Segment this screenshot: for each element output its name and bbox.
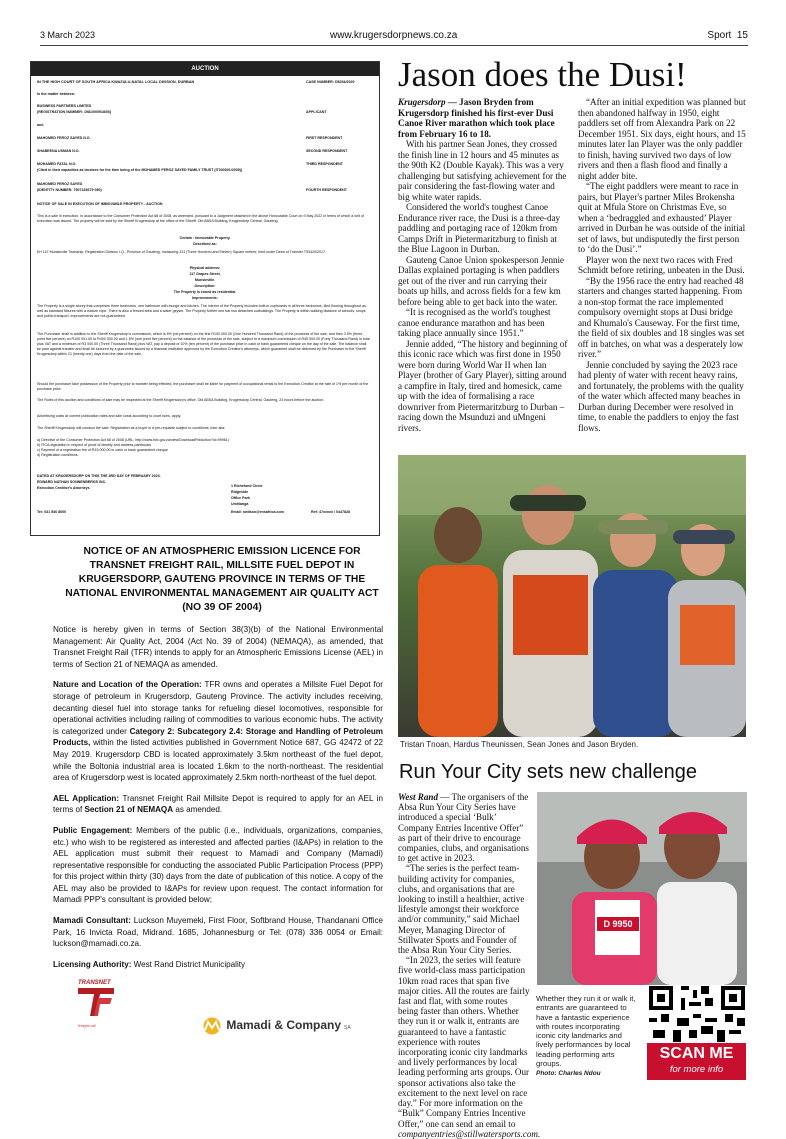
qr-code-icon[interactable] bbox=[649, 986, 745, 1042]
respondent-3: MOHAMED FATAL N.O. bbox=[37, 162, 77, 166]
respondent-2-role: SECOND RESPONDENT bbox=[306, 149, 348, 153]
ryc-para-2: “The series is the perfect team-building activity for companies, clubs, and organisations that are looking to instill a healthier, active lifestyle amongst their workforce and/or community,” said Michael Meyer, Managing Director of Stillwater Sports and Founder of the Absa Run Your City Series. bbox=[398, 863, 525, 956]
physical-line-1: 117 Grapes Street, bbox=[189, 272, 221, 276]
jason-para-2: With his partner Sean Jones, they crossed the finish line in 12 hours and 45 minutes as the 90th K2 (Double Kayak). This was a very challenging but satisfying achievement for the pair considering the fast-flowing water and big white water rapids. bbox=[398, 139, 567, 202]
runners-caption: Whether they run it or walk it, entrants are guaranteed to have a fantastic experience with routes incorporating iconic city landmarks and lively performances by local leading performing arts groups. Photo: Charles Ndou bbox=[536, 994, 636, 1078]
attorney-ref: Ref: 47xxxxx / 0447828 bbox=[311, 510, 350, 514]
address-line-2: Ridgeside bbox=[231, 490, 249, 494]
respondent-4-role: FOURTH RESPONDENT bbox=[306, 188, 347, 192]
jason-column-2 bbox=[578, 97, 746, 433]
respondent-1-role: FIRST RESPONDENT bbox=[306, 136, 343, 140]
scan-me-sublabel: for more info bbox=[669, 1064, 724, 1075]
header-rule bbox=[40, 45, 748, 46]
notice-para-6: Licensing Authority: West Rand District Municipality bbox=[53, 959, 246, 969]
runners-photo bbox=[537, 792, 747, 985]
notice-title: NOTICE OF AN ATMOSPHERIC EMISSION LICENCE FOR TRANSNET FREIGHT RAIL, MILLSITE FUEL DEPOT IN KRUGERSDORP, GAUTENG PROVINCE IN TERMS OF THE NATIONAL ENVIRONMENTAL MANAGEMENT AIR QUALITY ACT (NO 39 OF 2004) bbox=[65, 546, 379, 613]
scan-me-label: SCAN ME bbox=[659, 1045, 734, 1062]
paddlers-caption: Tristan Tnoan, Hardus Theunissen, Sean Jones and Jason Bryden. bbox=[400, 740, 639, 749]
address-line-3: Office Park bbox=[231, 496, 250, 500]
jason-para-5: “It is recognised as the world's toughest canoe endurance marathon and has been taking place annually since 1951.” bbox=[398, 307, 551, 338]
respondent-4-id: (IDENTITY NUMBER: 7907165679 080) bbox=[37, 188, 102, 192]
auction-para-2: Erf 147 Munsieville Township, Registration Division I.Q., Province of Gauteng, measuring 311 (Three Hundred and Eleven) Square metres; held under Deed of Transfer T53420/2017. bbox=[37, 250, 327, 254]
described-line: Described as: bbox=[193, 242, 217, 246]
address-line-1: 1 Richefond Circle bbox=[231, 484, 263, 488]
notice-para-5: Mamadi Consultant: Luckson Muyemeki, First Floor, Softbrand House, Thandanani Office Park, 16 Invicta Road, Midrand. 1685, Johannesburg or Tel: (078) 336 0054 or Email: luckson@mamadi.co.za. bbox=[53, 916, 383, 949]
jason-column-1 bbox=[398, 97, 568, 433]
plaintiff-reg: (REGISTRATION NUMBER: 1981/000918/06) bbox=[37, 110, 112, 114]
jason-para-11: Jennie concluded by saying the 2023 race had plenty of water with recent heavy rains, and fortunately, the problems with the quality of the water which affected many beaches in Durban during December were resolved in time, to enable the paddlers to enjoy the fast flows. bbox=[578, 359, 744, 433]
improvements-title: Improvements: bbox=[192, 296, 218, 300]
attorney-role: Execution Creditor's Attorneys bbox=[37, 486, 90, 490]
section-label: Sport 15 bbox=[707, 30, 748, 41]
jason-para-7: “After an initial expedition was planned but then abandoned halfway in 1950, eight paddlers set off from Alexandra Park on 22 December 1951. Six days, eight hours, and 15 minutes later Ian Player was the only paddler to finish, having survived two days of low rivers and then a flash flood and finally a night adder bite. bbox=[578, 97, 746, 181]
jason-para-6: Jennie added, “The history and beginning of this iconic race which was first done in 1950 were born during World War II when Ian Player (brother of Gary Player), sitting around a campfire in Italy, tired and homesick, came up with the idea of formalising a race downriver from Pietermaritzburg to Durban – racing down the Msunduzi and uMngeni rivers. bbox=[398, 338, 568, 433]
attorney-firm: EDWARD NATHAN SONNENBERGS INC. bbox=[37, 480, 107, 484]
description-line: The Property is zoned as residential. bbox=[173, 290, 237, 294]
plaintiff: BUSINESS PARTNERS LIMITED bbox=[37, 104, 92, 108]
page-header bbox=[40, 30, 748, 44]
mamadi-mark-icon bbox=[201, 1017, 223, 1035]
notice-para-3: AEL Application: Transnet Freight Rail Millsite Depot is required to apply for an AEL in terms of Section 21 of NEMAQA as amended. bbox=[53, 793, 383, 815]
auction-para-9: a) Directive of the Consumer Protection Act 68 of 2008 (URL: http://www.info.gov.za/view/DownloadFileAction?id=99961) b) FICA-legislation in respect of proof of identity and address particulars c) Payment of a registration fee of R15 000.00 in cash or bank guaranteed cheque d) Registration conditions. bbox=[37, 438, 229, 457]
ryc-lead: West Rand — The organisers of the Absa Run Your City Series have introduced a special ‘Bulk’ Company Entries Incentive Offer” as part of their drive to encourage companies, clubs, and organisations to get active in 2023. bbox=[398, 792, 529, 864]
jason-para-4: Gauteng Canoe Union spokesperson Jennie Dallas explained portaging is when paddlers get out of the river and run carrying their boats up hills, and across fields for a few km before being able to get back into the water. bbox=[398, 254, 565, 307]
ryc-email[interactable]: companyentries@stillwatersports.com. bbox=[398, 1128, 541, 1139]
notice-para-4: Public Engagement: Members of the public (i.e., individuals, organizations, companies, etc.) who wish to be registered as interested and affected parties (I&APs) in relation to the AEL application must submit their request to Mamadi and Company (Mamadi) representative responsible for conducting the associated Public Participation Process (PPP) for this project within thirty (30) days from the date of publication of this notice. A copy of the AEL may also be provided to I&APs for review upon request. The contact information for Mamadi PPP's consultant is provided below; bbox=[53, 825, 383, 905]
auction-title: AUCTION bbox=[31, 62, 379, 76]
issue-date: 3 March 2023 bbox=[40, 30, 96, 40]
applicant-role: APPLICANT bbox=[306, 110, 327, 114]
paddlers-photo bbox=[398, 455, 746, 737]
dated-line: DATED AT KRUGERSDORP ON THIS THE 3RD DAY OF FEBRUARY 2023. bbox=[37, 474, 161, 478]
jason-lead: Krugersdorp — Jason Bryden from Krugersdorp finished his first-ever Dusi Canoe River marathon which took place from February 16 to 18. bbox=[398, 97, 555, 139]
court-name: IN THE HIGH COURT OF SOUTH AFRICA KWAZULU-NATAL LOCAL DIVISION, DURBAN bbox=[37, 80, 195, 84]
race-bib: D 9950 bbox=[597, 917, 639, 931]
notice-para-1: Notice is hereby given in terms of Section 38(3)(b) of the National Environmental Management: Air Quality Act, 2004 (Act No. 39 of 2004) (NEMAQA), as amended, that Transnet Freight Rail (TFR) intends to apply for an Atmospheric Emissions License (AEL) in terms of Section 21 of NEMAQA as amended. bbox=[53, 625, 383, 669]
auction-notice bbox=[30, 61, 380, 536]
jason-para-8: “The eight paddlers were meant to race in pairs, but Player's partner Miles Brokensha quit at Mfula Store on Christmas Eve, so when a ‘bedraggled and exhausted’ Player arrived in Durban he was outside of the initial set of laws, but undisputedly the first person to ‘do the Dusi’.” bbox=[578, 181, 746, 254]
auction-para-5: Should the purchaser take possession of the Property prior to transfer being effected, the purchaser shall be liable for payment of occupational rental to the Execution Creditor at the rate of 1% per month of the purchase price. bbox=[37, 382, 369, 391]
respondent-2: SHABEENA USMAN N.O. bbox=[37, 149, 80, 153]
description-title: Description: bbox=[194, 284, 216, 288]
physical-title: Physical address: bbox=[189, 266, 221, 270]
respondent-3-role: THIRD RESPONDENT bbox=[306, 162, 343, 166]
sale-notice-title: NOTICE OF SALE IN EXECUTION OF IMMOVABLE PROPERTY - AUCTION bbox=[37, 202, 163, 206]
jason-headline: Jason does the Dusi! bbox=[398, 55, 687, 94]
ryc-para-3: “In 2023, the series will feature five world-class mass participation 10km road races that span five major cities. All the routes are fairly fast and flat, with some routes being faster than others. Whether they run it or walk it, entrants are guaranteed to have a fantastic experience with routes incorporating iconic city landmarks and lively performances by local leading performing arts groups. Our sponsor activations also take the excitement to the next level on race day.” For more information on the “Bulk” Company Entries Incentive Offer,” one can send an email to companyentries@stillwatersports.com. bbox=[398, 955, 541, 1139]
scan-me-box bbox=[647, 1043, 746, 1080]
jason-para-10: “By the 1956 race the entry had reached 48 starters and changes started happening. From a non-stop format the race implemented compulsory overnight stops at Dusi bridge and Khumalo's Causeway. For the first time, the field of six doubles and 18 singles was set off in batches, on what was a desperately low river.” bbox=[578, 275, 745, 359]
address-line-4: Umhlanga bbox=[231, 502, 249, 506]
certain-line: Certain : Immovable Property. bbox=[179, 236, 231, 240]
auction-para-1: This is a sale in execution, in accordance to the Consumer Protection Act 68 of 2008, as amended, pursuant to a Judgment obtained in the above Honourable Court on 9 May 2022 in terms of which a writ of execution was issued. The property will be sold by the Sheriff Krugersdorp at the office of the Sheriff, Old ABSA Building, Krugersdorp Central, Gauteng. bbox=[37, 214, 364, 223]
ryc-headline: Run Your City sets new challenge bbox=[399, 761, 697, 783]
paddlers-photo-illustration bbox=[398, 455, 746, 737]
runners-photo-illustration bbox=[537, 792, 747, 985]
auction-para-6: The Rules of this auction and conditions of sale may be inspected at the Sheriff Krugersdorp's office, Old ABSA Building, Krugersdorp Central, Gauteng, 24 hours before the auction. bbox=[37, 398, 325, 402]
notice-logos bbox=[78, 980, 378, 1050]
emission-notice bbox=[53, 545, 383, 970]
auction-para-3: The Property is a single storey that comprises three bedrooms, one bathroom with lounge and kitchen. The interior of the Property includes built-in cupboards in all three bedrooms, tiled flooring throughout as well as standard fixtures with a mature rope. There is also a fenced area and a water geyser. The Property further one bar two detached outbuildings. The Property is within walking distance of schools, shops and public transport. Improvements are not guaranteed. bbox=[37, 304, 366, 318]
physical-line-2: Munsieville. bbox=[194, 278, 216, 282]
attorney-email: Email: nwilson@ensafrica.com bbox=[231, 510, 284, 514]
ryc-column bbox=[398, 792, 541, 1139]
attorney-tel: Tel: 031 536 8600 bbox=[37, 510, 67, 514]
jason-para-9: Player won the next two races with Fred Schmidt before retiring, unbeaten in the Dusi. bbox=[578, 254, 745, 275]
auction-para-4: The Purchaser shall in addition to the Sheriff Krugersdorp's commission, which is 6% (six percent) on the first R100 000.00 (One Hundred Thousand Rand) of the proceeds of the sale, and then 3.5% (three point five percent) on R100 001.00 to R400 000.00 and 1.5% (one point five percent) on the balance of the proceeds of the sale, subject to a maximum commission of R40 000.00 (Forty Thousand Rand) in total plus VAT and a minimum of R3 000.00 (Three Thousand Rand) plus VAT, pay a deposit of 10% (ten percent) of the purchase price in cash or bank guaranteed cheque on the day of the sale. The balance shall be paid against transfer and shall be secured by a guarantee issued by a financial institution approved by the Execution Creditor's attorneys, which guarantee shall be delivered by the Purchaser to the Sheriff Krugersdorp within 21 (twenty one) days from the date of the sale. bbox=[37, 332, 370, 356]
transnet-mark-icon bbox=[78, 988, 114, 1016]
site-url[interactable]: www.krugersdorpnews.co.za bbox=[330, 30, 458, 41]
and-line: and bbox=[37, 123, 44, 127]
transnet-logo: TRANSNET freight rail bbox=[78, 980, 138, 1028]
page-number: 15 bbox=[736, 30, 748, 41]
notice-para-2: Nature and Location of the Operation: TFR owns and operates a Millsite Fuel Depot for storage of petroleum in Krugersdorp, Gauteng Province. The activity includes receiving, decanting diesel fuel into storage tanks for refueling diesel locomotives, responsible for operational activities including railing of commodities to various economic hubs. The activity is categorized under Category 2: Subcategory 2.4: Storage and Handling of Petroleum Products, within the listed activities published in Government Notice 687, GG 42472 of 22 May 2019. Krugersdorp CBD is located approximately 3.5km northeast of the fuel depot, while the Boltonia industrial area is located 1.6km to the north-northeast. The residential area of Krugersdorp west is located approximately 2.5km north-northeast of the fuel depot. bbox=[53, 680, 383, 783]
auction-para-8: The Sheriff Krugersdorp will conduct the sale. Registration as a buyer is a pre-requisite subject to conditions, inter alia: bbox=[37, 426, 226, 430]
case-number: CASE NUMBER: D5254/2020 bbox=[306, 80, 355, 84]
respondent-4: MAHOMED FEROZ SAYED bbox=[37, 182, 83, 186]
auction-para-7: Advertising costs at current publication rates and sale costs according to court rules, apply. bbox=[37, 414, 182, 418]
mamadi-logo: Mamadi & Company SA bbox=[201, 1017, 351, 1035]
respondent-3-note: (Cited in their capacities as trustees for the time being of the MOHAMED FEROZ SAYED FAMILY TRUST (IT000001/2009)) bbox=[37, 168, 243, 172]
matter-line: In the matter between: bbox=[37, 92, 76, 96]
photo-credit: Photo: Charles Ndou bbox=[536, 1070, 601, 1078]
respondent-1: MAHOMED FEROZ SAYED N.O. bbox=[37, 136, 91, 140]
jason-para-3: Considered the world's toughest Canoe Endurance river race, the Dusi is a three-day paddling and portaging race of 120km from Camps Drift in Pietermaritzburg to finish at the Blue Lagoon in Durban. bbox=[398, 202, 561, 254]
